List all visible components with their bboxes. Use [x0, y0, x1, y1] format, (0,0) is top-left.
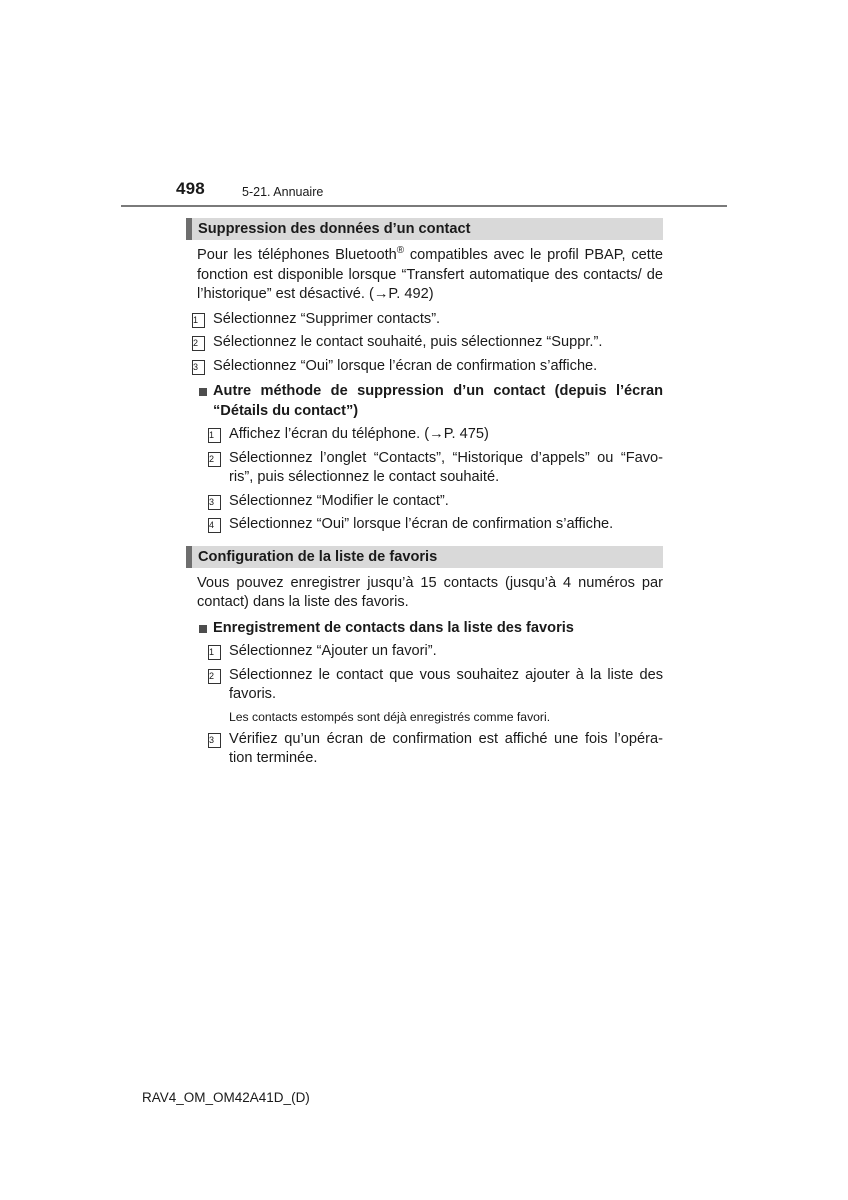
step-text: Sélectionnez le contact que vous souhaitez ajouter à la liste des favoris.: [229, 666, 663, 702]
step-text: Affichez l’écran du téléphone. (→P. 475): [229, 426, 489, 442]
step-number: 1: [192, 313, 205, 328]
step-text: Sélectionnez “Supprimer contacts”.: [213, 310, 441, 327]
step-number: 3: [208, 733, 221, 748]
step-item: [186, 357, 663, 377]
step-number: 1: [208, 645, 221, 660]
header-rule: [121, 205, 727, 207]
sub-step-item: [186, 730, 663, 769]
square-bullet-icon: [199, 625, 207, 633]
intro-text-end: compatibles avec le profil PBAP, cette fonction est disponible lorsque “Transfert automatique des contacts/ de l’historique” est désactivé. (→P. 492): [197, 247, 663, 302]
footer-code: RAV4_OM_OM42A41D_(D): [142, 1090, 310, 1105]
step-number: 2: [208, 452, 221, 467]
step-number: 4: [208, 518, 221, 533]
intro-text-start: Pour les téléphones Bluetooth: [197, 247, 397, 263]
sub-step-item: [186, 515, 663, 535]
step-number: 3: [208, 495, 221, 510]
section-gap: [186, 539, 663, 546]
page-content: [186, 218, 663, 773]
sub-step-item: [186, 492, 663, 512]
step-text: Sélectionnez “Modifier le contact”.: [229, 492, 449, 509]
favorites-intro: Vous pouvez enregistrer jusqu’à 15 contacts (jusqu’à 4 numéros par contact) dans la liste des favoris.: [197, 574, 663, 610]
subheading-favorites-registration: [186, 619, 663, 639]
step-text: Sélectionnez “Oui” lorsque l’écran de confirmation s’affiche.: [229, 516, 614, 532]
sub-step-item: [186, 666, 663, 705]
step-text: Sélectionnez le contact souhaité, puis sélectionnez “Suppr.”.: [213, 334, 603, 350]
step-number: 2: [192, 336, 205, 351]
registered-mark: ®: [396, 245, 405, 257]
sub-step-item: [186, 425, 663, 445]
intro-paragraph: [186, 246, 663, 305]
subheading-alt-method: [186, 382, 663, 421]
step-text: Sélectionnez l’onglet “Contacts”, “Historique d’appels” ou “Favo-ris”, puis sélectionnez le contact souhaité.: [229, 449, 663, 485]
step-number: 2: [208, 669, 221, 684]
step-item: [186, 310, 663, 330]
note-text: Les contacts estompés sont déjà enregistrés comme favori.: [229, 709, 551, 724]
sub-step-item: [186, 449, 663, 488]
heading-delete-contact: Suppression des données d’un contact: [186, 218, 663, 240]
subheading-text: Enregistrement de contacts dans la liste des favoris: [213, 619, 574, 636]
heading-favorites-config: Configuration de la liste de favoris: [186, 546, 663, 568]
sub-step-item: [186, 642, 663, 662]
page-number: 498: [176, 179, 205, 198]
step-text: Sélectionnez “Ajouter un favori”.: [229, 643, 437, 659]
step-text: Sélectionnez “Oui” lorsque l’écran de confirmation s’affiche.: [213, 357, 598, 374]
step-text: Vérifiez qu’un écran de confirmation est affiché une fois l’opéra-tion terminée.: [229, 730, 663, 766]
step-item: [186, 333, 663, 353]
section-title: 5-21. Annuaire: [242, 185, 324, 199]
step-number: 1: [208, 428, 221, 443]
subheading-text: Autre méthode de suppression d’un contact (depuis l’écran “Détails du contact”): [213, 383, 663, 419]
square-bullet-icon: [199, 388, 207, 396]
step-number: 3: [192, 360, 205, 375]
